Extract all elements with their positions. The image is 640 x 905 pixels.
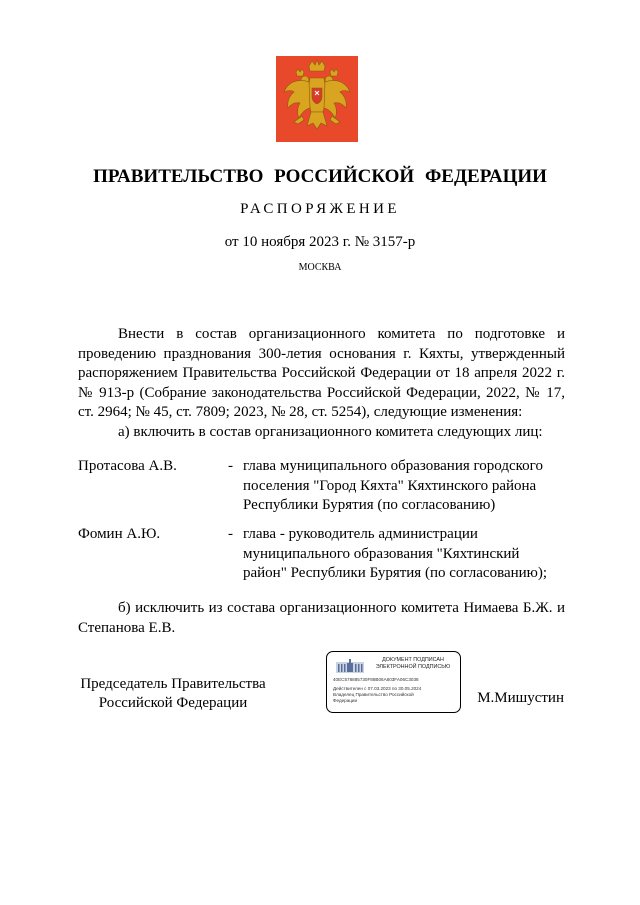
signatory-position-line: Председатель Правительства [80,676,266,692]
coat-of-arms-icon [276,56,358,142]
person-name: Протасова А.В. [78,458,177,474]
document-body [78,325,565,442]
stamp-owner-line: Федерации [333,698,358,703]
item-a-paragraph: а) включить в состав организационного комитета следующих лиц: [118,423,543,440]
person-description-line: глава муниципального образования городского [243,458,543,474]
person-dash: - [228,526,233,542]
stamp-certificate: 40EC578885730F88B06A803FA06C3038 [333,677,419,682]
person-description-line: поселения "Город Кяхта" Кяхтинского района [243,477,537,494]
electronic-signature-stamp [326,651,461,713]
stamp-owner-line: Владелец Правительство Российской [333,692,414,697]
item-b-paragraph: б) исключить из состава организационного комитета Нимаева Б.Ж. и Степанова Е.В. [78,600,565,636]
person-description [243,525,573,584]
document-date-number: от 10 ноября 2023 г. № 3157-р [224,234,416,250]
stamp-title-line: ЭЛЕКТРОННОЙ ПОДПИСЬЮ [375,664,451,670]
person-description-line: глава - руководитель администрации [243,526,478,542]
stamp-title-line: ДОКУМЕНТ ПОДПИСАН [382,657,444,663]
signatory-position [78,675,268,713]
government-building-icon [335,658,365,674]
intro-paragraph: Внести в состав организационного комитета по подготовке и проведению празднования 300-летия основания г. Кяхты, утвержденный распоряжением Правительства Российской Федерации от 18 апреля 2022 г. № 913-р (Собрание законодательства Российской Федерации, 2022, № 17, ст. 2964; № 45, ст. 7809; 2023, № 28, ст. 5254), следующие изменения: [78,326,565,420]
person-description-line: муниципального образования "Кяхтинский [243,545,520,562]
signatory-position-line: Российской Федерации [98,695,248,711]
person-dash: - [228,458,233,474]
person-description-line: Республики Бурятия (по согласованию) [243,497,496,513]
person-description-line: район" Республики Бурятия (по согласованию); [243,565,548,581]
stamp-title [367,657,459,671]
person-description [243,457,573,516]
document-city: МОСКВА [298,262,342,273]
authority-title: ПРАВИТЕЛЬСТВО РОССИЙСКОЙ ФЕДЕРАЦИИ [93,166,547,187]
person-name: Фомин А.Ю. [78,526,161,542]
document-type: РАСПОРЯЖЕНИЕ [240,201,400,217]
signatory-name: М.Мишустин [477,690,564,706]
stamp-validity: Действителен с 07.03.2023 по 30.05.2024 [333,686,422,691]
